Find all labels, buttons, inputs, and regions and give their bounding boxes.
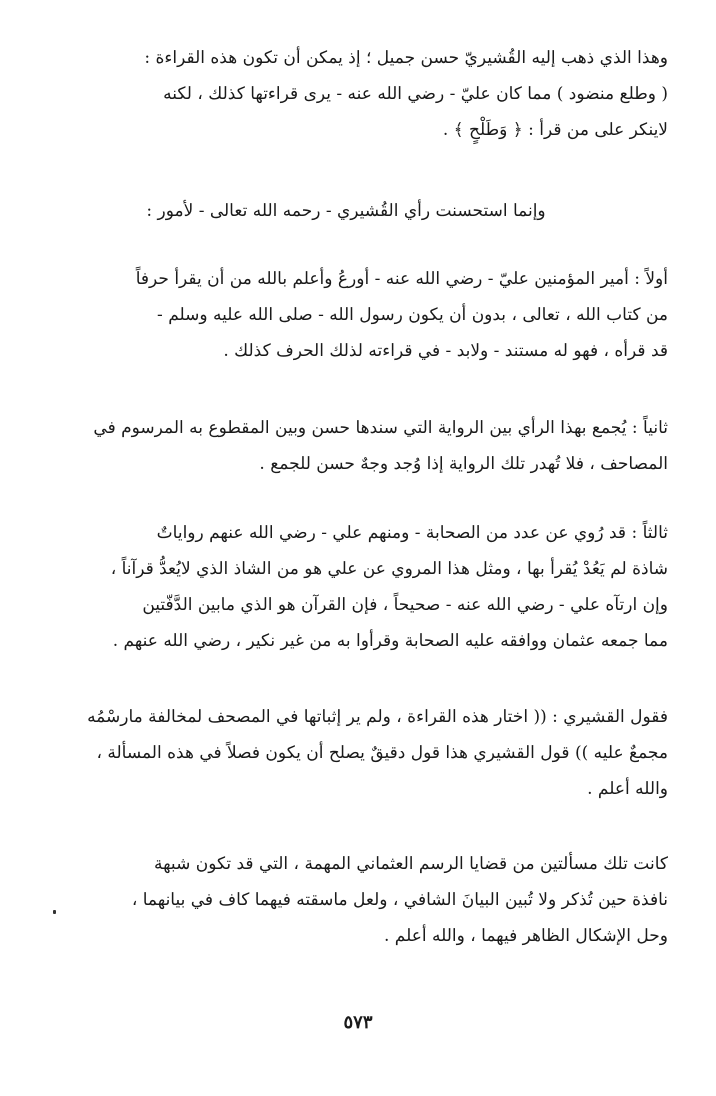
text-line: ثانياً : يُجمع بهذا الرأي بين الرواية التي سندها حسن وبين المقطوع به المرسوم في (93, 418, 668, 438)
text-line: فقول القشيري : (( اختار هذه القراءة ، ولم ير إثباتها في المصحف لمخالفة مارسْمُه (87, 707, 668, 727)
text-line: والله أعلم . (587, 779, 668, 799)
paragraph-qushayri-opinion (48, 40, 668, 148)
paragraph-second-reason (48, 410, 668, 482)
text-line: مما جمعه عثمان ووافقه عليه الصحابة وقرأوا به من غير نكير ، رضي الله عنهم . (112, 631, 668, 651)
paragraph-third-reason (48, 515, 668, 659)
paragraph-conclusion (48, 846, 668, 954)
paragraph-qushayri-quote (48, 699, 668, 807)
text-line: لاينكر على من قرأ : ﴿ وَطَلْحٍ ﴾ . (442, 120, 668, 140)
text-line: وإن ارتآه علي - رضي الله عنه - صحيحاً ، فإن القرآن هو الذي مابين الدَّفّتين (142, 595, 668, 615)
margin-mark (53, 910, 56, 914)
text-line: وإنما استحسنت رأي القُشيري - رحمه الله تعالى - لأمور : (146, 201, 546, 221)
paragraph-first-reason (48, 261, 668, 369)
text-line: المصاحف ، فلا تُهدر تلك الرواية إذا وُجد وجهٌ حسن للجمع . (259, 454, 668, 474)
text-line: كانت تلك مسألتين من قضايا الرسم العثماني المهمة ، التي قد تكون شبهة (153, 854, 668, 874)
text-line: ( وطلع منضود ) مما كان عليّ - رضي الله عنه - يرى قراءتها كذلك ، لكنه (163, 84, 668, 104)
page-number: ٥٧٣ (343, 1012, 373, 1033)
text-line: أولاً : أمير المؤمنين عليّ - رضي الله عنه - أورعُ وأعلم بالله من أن يقرأ حرفاً (135, 269, 668, 289)
text-line: نافذة حين تُذكر ولا تُبين البيانَ الشافي ، ولعل ماسقته فيهما كاف في بيانهما ، (131, 890, 668, 910)
text-line: وحل الإشكال الظاهر فيهما ، والله أعلم . (383, 926, 668, 946)
text-line: من كتاب الله ، تعالى ، بدون أن يكون رسول الله - صلى الله عليه وسلم - (157, 305, 668, 325)
text-line: قد قرأه ، فهو له مستند - ولابد - في قراءته لذلك الحرف كذلك . (223, 341, 668, 361)
paragraph-reasons-intro (36, 193, 656, 229)
text-line: شاذة لم يَعُدْ يُقرأ بها ، ومثل هذا المروي عن علي هو من الشاذ الذي لايُعدُّ قرآناً ، (110, 559, 668, 579)
text-line: وهذا الذي ذهب إليه القُشيريّ حسن جميل ؛ إذ يمكن أن تكون هذه القراءة : (144, 48, 668, 68)
text-line: مجمعٌ عليه )) قول القشيري هذا قول دقيقٌ يصلح أن يكون فصلاً في هذه المسألة ، (96, 743, 668, 763)
text-line: ثالثاً : قد رُوي عن عدد من الصحابة - ومنهم علي - رضي الله عنهم رواياتٌ (156, 523, 668, 543)
